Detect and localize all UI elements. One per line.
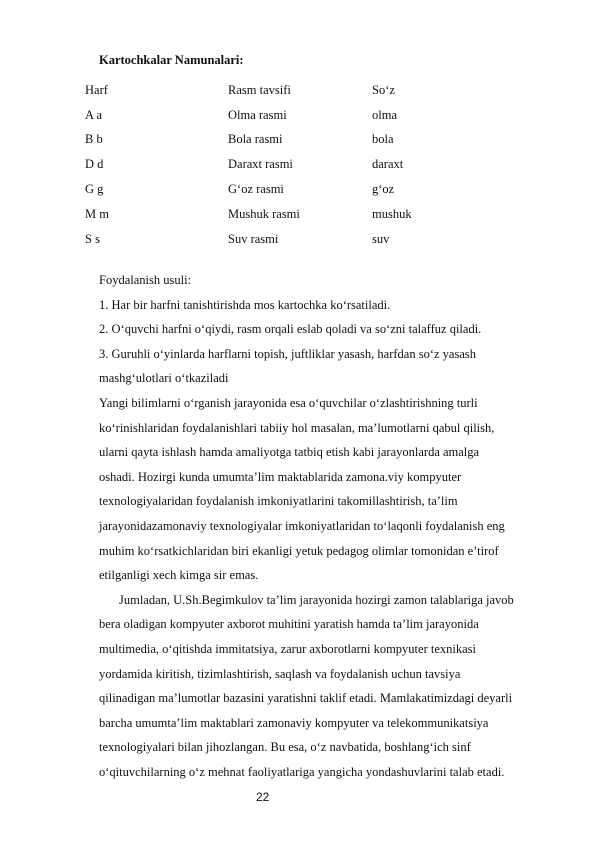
- table-row: [85, 128, 412, 153]
- text-line: 1. Har bir harfni tanishtirishda mos kartochka ko‘rsatiladi.: [99, 297, 391, 312]
- text-line: ko‘rinishlaridan foydalanishlari tabiiy hol masalan, ma’lumotlarni qabul qilish,: [99, 420, 495, 435]
- text-line: o‘qituvchilarning o‘z mehnat faoliyatlariga yangicha yondashuvlarini talab etadi.: [99, 764, 505, 779]
- text-line: 3. Guruhli o‘yinlarda harflarni topish, juftliklar yasash, harfdan so‘z yasash: [99, 346, 476, 361]
- table-cell: daraxt: [372, 157, 404, 172]
- text-line: yordamida kiritish, tizimlashtirish, saqlash va foydalanish uchun tavsiya: [99, 666, 461, 681]
- table-header-cell: Harf: [85, 82, 108, 97]
- text-line: multimedia, o‘qitishda immitatsiya, zarur axborotlarni kompyuter texnikasi: [99, 641, 476, 656]
- table-row: [85, 103, 412, 128]
- usage-heading: Foydalanish usuli:: [99, 273, 192, 287]
- text-line: mashg‘ulotlari o‘tkaziladi: [99, 371, 229, 386]
- table-cell: S s: [85, 231, 100, 246]
- table-cell: g‘oz: [372, 182, 395, 197]
- text-line: qilinadigan ma’lumotlar bazasini yaratishni taklif etadi. Mamlakatimizdagi deyarli: [99, 691, 513, 706]
- text-line: muhim ko‘rsatkichlaridan biri ekanligi yetuk pedagog olimlar tomonidan e’tirof: [99, 543, 499, 558]
- cards-table: [85, 78, 412, 252]
- table-cell: B b: [85, 132, 103, 147]
- table-cell: Daraxt rasmi: [228, 157, 293, 172]
- text-line: jarayonidazamonaviy texnologiyalar imkoniyatlaridan to‘laqonli foydalanish eng: [99, 518, 505, 533]
- table-header-cell: So‘z: [372, 82, 395, 97]
- table-cell: Olma rasmi: [228, 107, 287, 122]
- table-cell: A a: [85, 107, 103, 122]
- section-heading: Kartochkalar Namunalari:: [99, 53, 244, 67]
- paragraph-first-line: Jumladan, U.Sh.Begimkulov ta’lim jarayonida hozirgi zamon talablariga javob: [119, 592, 514, 607]
- text-line: ularni qayta ishlash hamda amaliyotga tatbiq etish kabi jarayonlarda amalga: [99, 445, 480, 460]
- text-line: etilganligi xech kimga sir emas.: [99, 568, 259, 583]
- text-line: barcha umumta’lim maktablari zamonaviy kompyuter va telekommunikatsiya: [99, 715, 489, 730]
- text-line: oshadi. Hozirgi kunda umumta’lim maktablarida zamona.viy kompyuter: [99, 469, 462, 484]
- table-cell: bola: [372, 132, 394, 147]
- table-cell: G‘oz rasmi: [228, 182, 284, 197]
- table-cell: mushuk: [372, 206, 412, 221]
- table-cell: G g: [85, 182, 104, 197]
- text-line: texnologiyalari bilan jihozlangan. Bu esa, o‘z navbatida, boshlang‘ich sinf: [99, 740, 471, 755]
- text-line: 2. O‘quvchi harfni o‘qiydi, rasm orqali eslab qoladi va so‘zni talaffuz qiladi.: [99, 322, 482, 337]
- table-row: [85, 227, 412, 252]
- table-row: [85, 177, 412, 202]
- text-line: Yangi bilimlarni o‘rganish jarayonida esa o‘quvchilar o‘zlashtirishning turli: [99, 395, 478, 410]
- text-line: bera oladigan kompyuter axborot muhitini yaratish hamda ta’lim jarayonida: [99, 617, 479, 632]
- table-row: [85, 152, 412, 177]
- table-cell: Bola rasmi: [228, 132, 283, 147]
- table-cell: D d: [85, 157, 104, 172]
- table-header-row: [85, 78, 412, 103]
- table-header-cell: Rasm tavsifi: [228, 82, 291, 97]
- table-cell: Mushuk rasmi: [228, 206, 300, 221]
- table-cell: olma: [372, 107, 397, 122]
- page-number: 22: [256, 790, 270, 804]
- table-cell: M m: [85, 206, 109, 221]
- text-line: texnologiyalaridan foydalanish imkoniyatlarini takomillashtirish, ta’lim: [99, 494, 458, 509]
- table-row: [85, 202, 412, 227]
- body-text: [99, 268, 569, 784]
- table-cell: Suv rasmi: [228, 231, 279, 246]
- table-cell: suv: [372, 231, 390, 246]
